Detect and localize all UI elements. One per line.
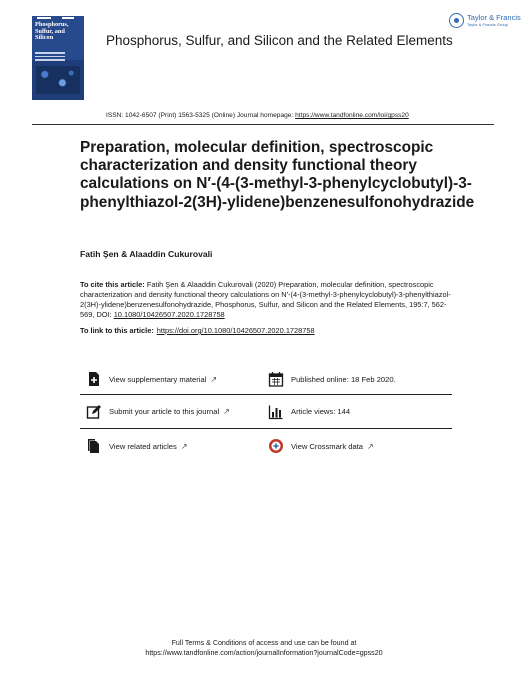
submit-article-link[interactable] [86, 395, 256, 428]
publisher-subname: Taylor & Francis Group [467, 22, 508, 27]
issn-text: ISSN: 1042-6507 (Print) 1563-5325 (Online) Journal homepage: [106, 112, 296, 119]
article-views [268, 395, 450, 428]
link-label: To link to this article: [80, 326, 154, 335]
journal-cover-thumbnail [32, 16, 84, 100]
views-label: Article views: 144 [291, 407, 351, 416]
document-plus-icon [86, 371, 102, 387]
cover-tiny-text [62, 17, 74, 19]
external-link-icon: ↗ [210, 374, 218, 384]
article-title: Preparation, molecular definition, spectroscopic characterization and density functional theory calculations on N′-(4-(3-methyl-3-phenylcyclobutyl)-3-phenylthiazol-2(3H)-ylidene)benzenesulfonohydrazide [80, 139, 475, 211]
issn-line [106, 112, 486, 119]
cover-tiny-text [37, 17, 51, 19]
external-link-icon: ↗ [367, 441, 374, 451]
publisher-name: Taylor & Francis [467, 13, 521, 22]
article-doi-link[interactable]: https://doi.org/10.1080/10426507.2020.1728758 [156, 326, 315, 335]
header-divider [32, 124, 494, 125]
article-authors: Fatih Şen & Alaaddin Cukurovali [80, 249, 213, 259]
citation-text: Fatih Şen & Alaaddin Cukurovali (2020) Preparation, molecular definition, spectroscopic characterization and density functional theory calculations on N′-(4-(3-methyl-3-phenylcyclobutyl)-3-phenylthiazol-2(3H)-ylidene)benzenesulfonohydrazide, Phosphorus, Sulfur, and Silicon and the Related Elements, 195:7, 562-569, DOI: [80, 280, 451, 320]
footer [0, 638, 528, 659]
crossmark-link[interactable] [268, 429, 450, 463]
documents-icon [86, 438, 102, 454]
journal-name[interactable]: Phosphorus, Sulfur, and Silicon and the Related Elements [106, 33, 453, 48]
cover-text-lines [35, 52, 65, 63]
bar-chart-icon [268, 404, 284, 420]
submit-label: Submit your article to this journal [109, 407, 220, 416]
actions-row [80, 429, 452, 463]
crossmark-icon [268, 438, 284, 454]
cover-title: Phosphorus, Sulfur, and Silicon [35, 21, 69, 42]
external-link-icon: ↗ [180, 441, 188, 451]
journal-homepage-link[interactable]: https://www.tandfonline.com/loi/gpss20 [295, 112, 409, 119]
related-articles-link[interactable] [86, 429, 256, 463]
supplementary-label: View supplementary material [109, 374, 207, 384]
article-link-block [80, 326, 460, 335]
supplementary-material-link[interactable] [86, 364, 256, 394]
actions-row [80, 364, 452, 395]
actions-row [80, 395, 452, 429]
published-label: Published online: 18 Feb 2020. [291, 374, 396, 384]
external-link-icon: ↗ [223, 407, 230, 416]
citation-doi-link[interactable]: 10.1080/10426507.2020.1728758 [113, 310, 225, 320]
related-label: View related articles [109, 441, 177, 451]
article-actions [80, 364, 452, 463]
calendar-icon [268, 371, 284, 387]
edit-document-icon [86, 404, 102, 420]
publisher-logo[interactable] [449, 13, 521, 28]
footer-terms-text: Full Terms & Conditions of access and use can be found at [171, 639, 357, 647]
published-date [268, 364, 450, 394]
footer-terms-link[interactable]: https://www.tandfonline.com/action/journalInformation?journalCode=gpss20 [145, 649, 383, 658]
taylor-francis-logo-icon [449, 13, 464, 28]
citation-block [80, 280, 460, 320]
crossmark-label: View Crossmark data [291, 441, 364, 451]
citation-label: To cite this article: [80, 280, 145, 289]
cover-image [36, 66, 80, 94]
